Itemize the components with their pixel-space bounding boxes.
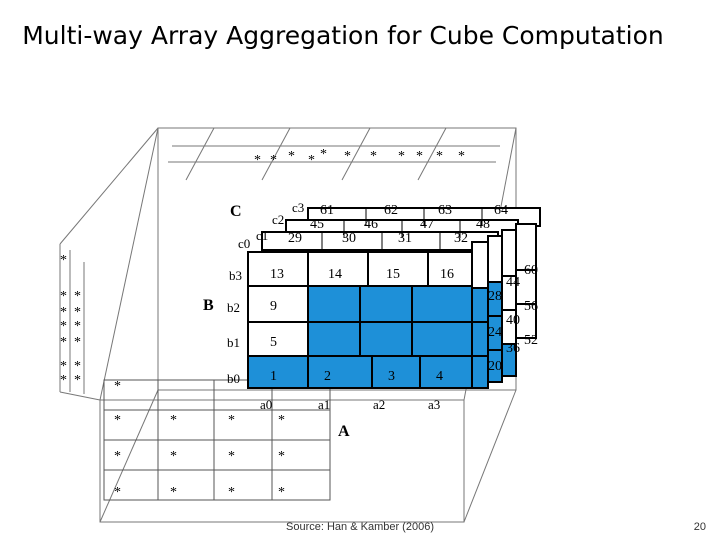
axis-a-label: A (338, 423, 350, 440)
cell-40: 40 (506, 313, 520, 328)
cell-36: 36 (506, 341, 520, 356)
cell-44: 44 (506, 275, 520, 290)
cell-46: 46 (364, 217, 378, 232)
star-marker-26: * (170, 413, 177, 428)
star-marker-6: * (370, 149, 377, 164)
cell-14: 14 (328, 267, 342, 282)
star-marker-4: * (320, 147, 327, 162)
cell-60: 60 (524, 263, 538, 278)
cell-52: 52 (524, 333, 538, 348)
star-marker-7: * (398, 149, 405, 164)
c-tick-1: c1 (256, 228, 269, 243)
star-marker-5: * (344, 149, 351, 164)
left-side-grid (104, 380, 330, 500)
star-marker-23: * (74, 373, 81, 388)
cell-47: 47 (420, 217, 434, 232)
cell-3: 3 (388, 369, 395, 384)
star-marker-0: * (254, 153, 261, 168)
star-marker-13: * (74, 289, 81, 304)
cell-62: 62 (384, 203, 398, 218)
star-marker-9: * (436, 149, 443, 164)
cell-45: 45 (310, 217, 324, 232)
star-marker-2: * (288, 149, 295, 164)
star-marker-8: * (416, 149, 423, 164)
c-tick-3: c3 (292, 200, 305, 215)
star-marker-3: * (308, 153, 315, 168)
star-marker-35: * (228, 485, 235, 500)
axis-b-label: B (203, 297, 214, 314)
source-caption: Source: Han & Kamber (2006) (286, 521, 434, 533)
star-marker-32: * (278, 449, 285, 464)
star-marker-10: * (458, 149, 465, 164)
a-tick-3: a3 (428, 397, 441, 412)
cell-64: 64 (494, 203, 508, 218)
cell-1: 1 (270, 369, 277, 384)
slide-title: Multi-way Array Aggregation for Cube Computation (22, 21, 664, 50)
star-marker-16: * (60, 319, 67, 334)
c-tick-2: c2 (272, 212, 285, 227)
star-marker-22: * (60, 373, 67, 388)
a-tick-1: a1 (318, 397, 331, 412)
star-marker-27: * (228, 413, 235, 428)
star-marker-29: * (114, 449, 121, 464)
star-marker-33: * (114, 485, 121, 500)
cell-63: 63 (438, 203, 452, 218)
star-marker-24: * (114, 379, 121, 394)
cell-29: 29 (288, 231, 302, 246)
star-marker-15: * (74, 305, 81, 320)
page-number: 20 (693, 521, 706, 533)
a-tick-0: a0 (260, 397, 273, 412)
star-marker-14: * (60, 305, 67, 320)
cell-31: 31 (398, 231, 412, 246)
cell-20: 20 (488, 359, 502, 374)
star-marker-20: * (60, 359, 67, 374)
cell-56: 56 (524, 299, 538, 314)
c-tick-0: c0 (238, 236, 251, 251)
star-marker-25: * (114, 413, 121, 428)
cell-28: 28 (488, 289, 502, 304)
star-marker-34: * (170, 485, 177, 500)
axis-c-label: C (230, 203, 242, 220)
cell-48: 48 (476, 217, 490, 232)
star-marker-21: * (74, 359, 81, 374)
cell-5: 5 (270, 335, 277, 350)
cell-30: 30 (342, 231, 356, 246)
cell-9: 9 (270, 299, 277, 314)
b-tick-1: b1 (227, 335, 240, 350)
star-marker-17: * (74, 319, 81, 334)
star-marker-30: * (170, 449, 177, 464)
star-marker-12: * (60, 289, 67, 304)
star-marker-18: * (60, 335, 67, 350)
star-marker-28: * (278, 413, 285, 428)
cell-13: 13 (270, 267, 284, 282)
a-tick-2: a2 (373, 397, 386, 412)
b-tick-2: b2 (227, 300, 240, 315)
star-marker-19: * (74, 335, 81, 350)
star-marker-1: * (270, 153, 277, 168)
cell-2: 2 (324, 369, 331, 384)
b-tick-3: b3 (229, 268, 242, 283)
cell-61: 61 (320, 203, 334, 218)
b-tick-0: b0 (227, 371, 240, 386)
cell-4: 4 (436, 369, 443, 384)
cell-24: 24 (488, 325, 502, 340)
star-marker-36: * (278, 485, 285, 500)
star-marker-31: * (228, 449, 235, 464)
star-marker-11: * (60, 253, 67, 268)
cell-15: 15 (386, 267, 400, 282)
cell-16: 16 (440, 267, 454, 282)
cell-32: 32 (454, 231, 468, 246)
